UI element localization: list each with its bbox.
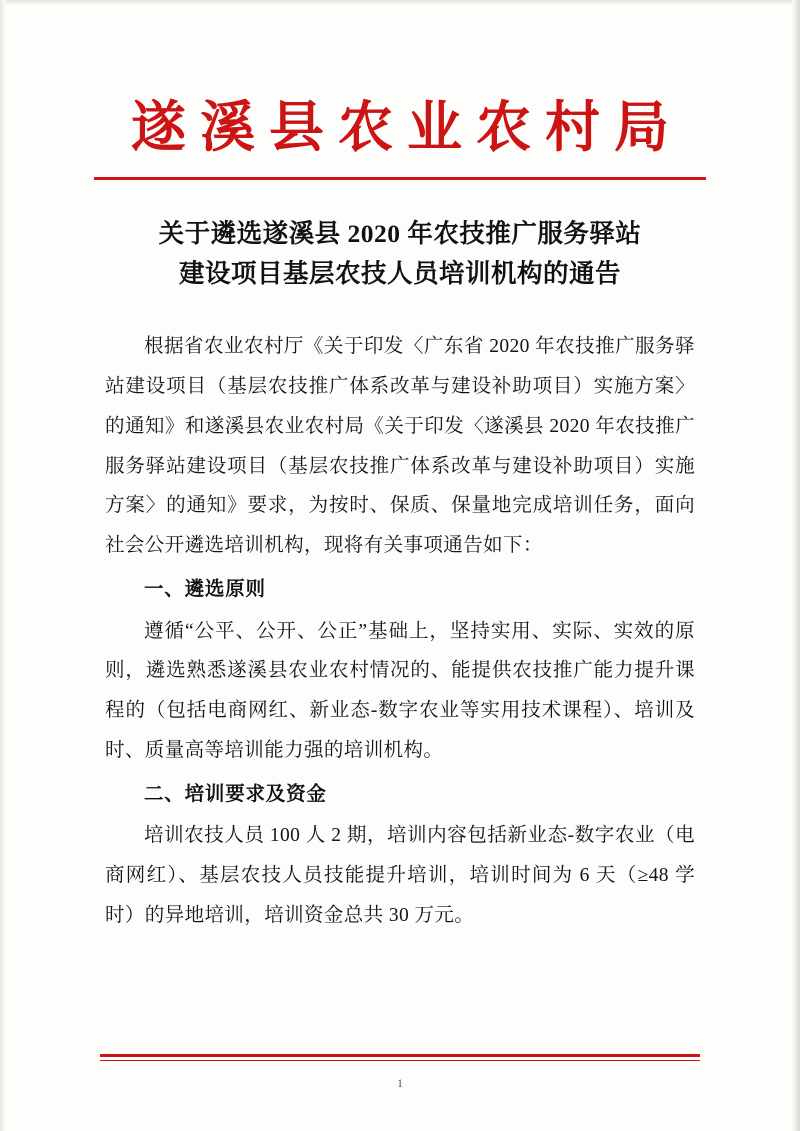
document-title-line-2: 建设项目基层农技人员培训机构的通告 [178,258,621,288]
scan-edge-right [792,0,800,1131]
body-paragraph: 根据省农业农村厅《关于印发〈广东省 2020 年农技推广服务驿站建设项目（基层农技推广体系改革与建设补助项目）实施方案〉的通知》和遂溪县农业农村局《关于印发〈遂溪县 2020 年农技推广服务驿站建设项目（基层农技推广体系改革与建设补助项目）实施方案〉的通知》要求，为按时、保质、保量地完成培训任务，面向社会公开遴选培训机构，现将有关事项通告如下： [105,336,695,557]
body-paragraph: 遵循“公平、公开、公正”基础上，坚持实用、实际、实效的原则，遴选熟悉遂溪县农业农村情况的、能提供农技推广能力提升课程的（包括电商网红、新业态-数字农业等实用技术课程）、培训及时、质量高等培训能力强的培训机构。 [105,620,695,761]
document-title [110,214,690,293]
masthead-divider [94,177,706,180]
masthead [0,0,800,180]
document-title-line-1: 关于遴选遂溪县 2020 年农技推广服务驿站 [158,219,642,249]
section-heading: 一、遴选原则 [144,578,266,600]
document-body [105,327,695,935]
footer-rule-thin [100,1060,700,1061]
body-paragraph: 培训农技人员 100 人 2 期，培训内容包括新业态-数字农业（电商网红）、基层农技人员技能提升培训，培训时间为 6 天（≥48 学时）的异地培训，培训资金总共 30 万元。 [105,825,695,926]
issuing-authority-title: 遂溪县农业农村局 [130,97,683,158]
footer-rule-thick [100,1054,700,1057]
scan-edge-left [0,0,6,1131]
footer-divider [100,1054,700,1061]
page-number: 1 [397,1076,403,1090]
section-heading: 二、培训要求及资金 [144,783,327,805]
scan-edge-top [0,0,800,5]
